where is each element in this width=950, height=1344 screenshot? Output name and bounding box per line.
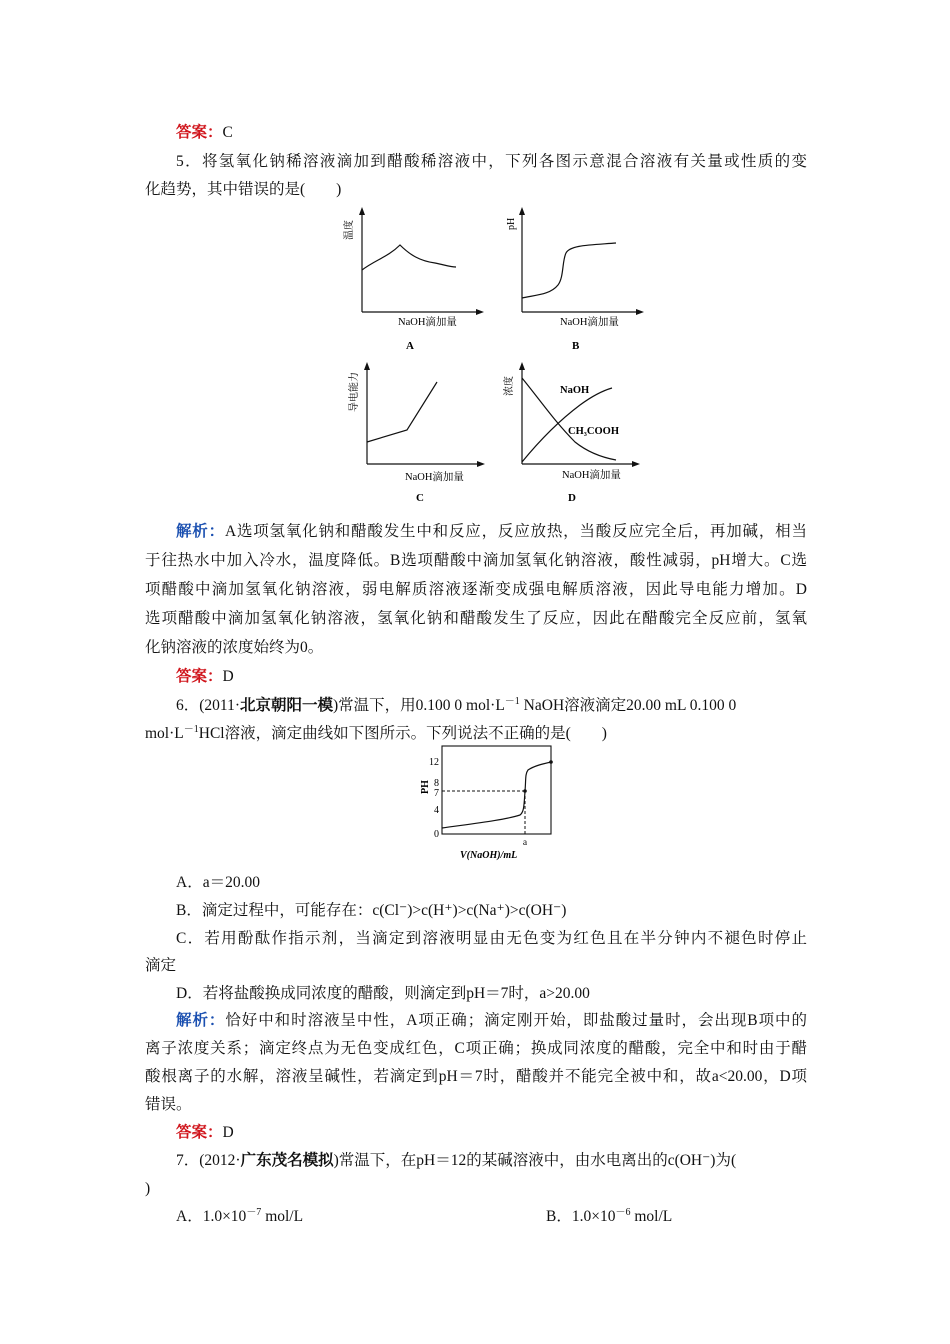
- chart-ylabel: PH: [420, 780, 431, 794]
- equivalence-point: [523, 789, 527, 793]
- q5-analysis-2: [145, 551, 807, 571]
- q6-analysis-4: 错误。: [145, 1096, 192, 1113]
- q6-analysis-1: [176, 1011, 807, 1031]
- q6-analysis-2-text: 离子浓度关系；滴定终点为无色变成红色，C项正确；换成同浓度的醋酸，完全中和时由于醋: [145, 1040, 807, 1057]
- ytick-7: 7: [434, 788, 439, 799]
- figure-d-ylabel: 浓度: [504, 376, 515, 396]
- ytick-4: 4: [434, 805, 439, 816]
- q5-stem-2: 化趋势，其中错误的是( ): [145, 181, 342, 198]
- figure-b: [500, 205, 650, 355]
- titration-chart: [410, 740, 560, 864]
- ytick-8: 8: [434, 778, 439, 789]
- q5-stem-1: [176, 152, 807, 172]
- chart-xlabel: V(NaOH)/mL: [460, 850, 518, 861]
- figure-c-ylabel: 导电能力: [349, 372, 360, 412]
- q7-stem-1: [176, 1151, 807, 1171]
- superscript: －6: [615, 1207, 631, 1218]
- q7-option-a-unit: mol/L: [261, 1208, 304, 1225]
- figure-a-xlabel: NaOH滴加量: [398, 317, 457, 328]
- analysis-label: 解析：: [176, 1012, 226, 1029]
- q7-option-a-text: A．1.0×10: [176, 1208, 247, 1225]
- figure-a: [340, 205, 490, 355]
- q7-stem-2: ): [145, 1180, 151, 1197]
- figure-d-series-naoh: NaOH: [560, 385, 590, 396]
- figure-b-xlabel: NaOH滴加量: [560, 317, 619, 328]
- q6-option-a: A．a＝20.00: [176, 874, 260, 891]
- q6-stem-1: [176, 696, 807, 716]
- ytick-12: 12: [429, 757, 439, 768]
- chart-frame: [442, 746, 551, 834]
- superscript: －1: [504, 696, 520, 707]
- answer-value: C: [222, 124, 233, 141]
- q6-stem-2b: HCl溶液，滴定曲线如下图所示。下列说法不正确的是( ): [198, 725, 607, 742]
- q6-option-d: D．若将盐酸换成同浓度的醋酸，则滴定到pH＝7时，a>20.00: [176, 985, 590, 1002]
- figure-a-ylabel: 温度: [344, 220, 355, 240]
- figure-d-caption: D: [568, 492, 576, 504]
- q6-analysis-1-text: 恰好中和时溶液呈中性，A项正确；滴定刚开始，即盐酸过量时，会出现B项中的: [225, 1012, 807, 1029]
- q6-option-b: B．滴定过程中，可能存在：c(Cl⁻)>c(H⁺)>c(Na⁺)>c(OH⁻): [176, 902, 567, 919]
- ytick-0: 0: [434, 829, 439, 840]
- figure-a-caption: A: [406, 340, 414, 352]
- answer-value: D: [222, 1124, 234, 1141]
- conductivity-line: [367, 382, 437, 442]
- q7-option-a: [176, 1208, 303, 1225]
- figure-d: [500, 360, 650, 508]
- q6-number: 6．(2011·: [176, 697, 240, 714]
- figure-d-xlabel: NaOH滴加量: [562, 470, 621, 481]
- temperature-curve: [362, 245, 456, 270]
- q5-answer: [176, 667, 838, 687]
- q5-analysis-4: [145, 609, 807, 629]
- q6-stem-1b: NaOH溶液滴定20.00 mL 0.100 0: [519, 697, 737, 714]
- q5-analysis-1-text: A选项氢氧化钠和醋酸发生中和反应，反应放热，当酸反应完全后，再加碱，相当: [224, 523, 807, 540]
- naoh-curve: [522, 388, 612, 462]
- q7-stem-1-text: )常温下，在pH＝12的某碱溶液中，由水电离出的c(OH⁻)为(: [333, 1152, 737, 1169]
- q6-analysis-2: [145, 1039, 807, 1059]
- q5-analysis-3-text: 项醋酸中滴加氢氧化钠溶液，弱电解质溶液逐渐变成强电解质溶液，因此导电能力增加。D: [145, 581, 807, 598]
- figure-c: [345, 360, 495, 508]
- q6-stem-1a: )常温下，用0.100 0 mol·L: [333, 697, 505, 714]
- q7-source: 广东茂名模拟: [240, 1152, 334, 1169]
- figure-b-ylabel: pH: [506, 217, 517, 230]
- q4-answer: [176, 123, 838, 143]
- q6-analysis-3-text: 酸根离子的水解，溶液呈碱性，若滴定到pH＝7时，醋酸并不能完全被中和，故a<20.00，D项: [145, 1068, 807, 1085]
- q6-analysis-3: [145, 1067, 807, 1087]
- answer-label: 答案：: [176, 1124, 223, 1141]
- figure-b-caption: B: [572, 340, 580, 352]
- answer-label: 答案：: [176, 124, 223, 141]
- q5-analysis-3: [145, 580, 807, 600]
- q7-option-b-text: B．1.0×10: [546, 1208, 616, 1225]
- q6-stem-2a: mol·L: [145, 725, 184, 742]
- q6-source: 北京朝阳一模: [240, 697, 334, 714]
- q5-analysis-1: [176, 522, 807, 542]
- q6-answer: [176, 1123, 838, 1143]
- q5-analysis-4-text: 选项醋酸中滴加氢氧化钠溶液，氢氧化钠和醋酸发生了反应，因此在醋酸完全反应前，氢氧: [145, 610, 807, 627]
- ph-curve: [522, 243, 616, 298]
- answer-value: D: [222, 668, 234, 685]
- q6-option-c-2: 滴定: [145, 957, 177, 974]
- figure-c-xlabel: NaOH滴加量: [405, 472, 464, 483]
- superscript: －7: [246, 1207, 262, 1218]
- titration-curve: [442, 762, 551, 828]
- q5-stem-1-text: 5．将氢氧化钠稀溶液滴加到醋酸稀溶液中，下列各图示意混合溶液有关量或性质的变: [176, 153, 807, 170]
- q5-analysis-5: 化钠溶液的浓度始终为0。: [145, 639, 324, 656]
- q5-analysis-2-text: 于往热水中加入冷水，温度降低。B选项醋酸中滴加氢氧化钠溶液，酸性减弱，pH增大。C选: [145, 552, 807, 569]
- figure-d-series-acetic: CH₃COOH: [568, 426, 619, 437]
- q7-number: 7．(2012·: [176, 1152, 241, 1169]
- q6-option-c-1: [176, 929, 807, 949]
- xtick-a: a: [522, 838, 528, 848]
- q7-option-b-unit: mol/L: [630, 1208, 673, 1225]
- end-point: [549, 760, 553, 764]
- answer-label: 答案：: [176, 668, 223, 685]
- q6-option-c-1-text: C．若用酚酞作指示剂，当滴定到溶液明显由无色变为红色且在半分钟内不褪色时停止: [176, 930, 807, 947]
- q7-options: [176, 1207, 838, 1227]
- superscript: －1: [183, 724, 199, 735]
- figure-c-caption: C: [416, 492, 424, 504]
- q7-option-b: [546, 1207, 672, 1227]
- analysis-label: 解析：: [176, 523, 225, 540]
